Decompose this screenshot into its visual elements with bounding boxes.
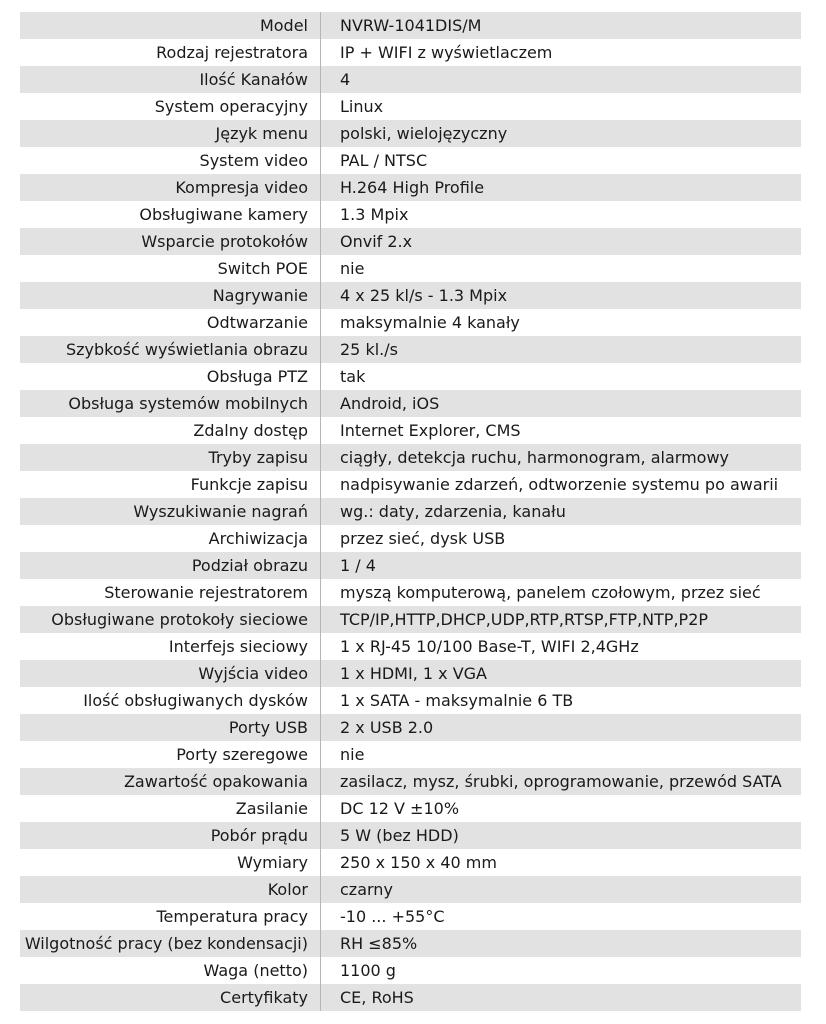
spec-row	[20, 876, 801, 903]
spec-row	[20, 444, 801, 471]
spec-value: nie	[340, 259, 365, 278]
spec-row	[20, 984, 801, 1011]
spec-label: Obsługa PTZ	[206, 367, 308, 386]
spec-label: Zdalny dostęp	[193, 421, 308, 440]
spec-row	[20, 660, 801, 687]
spec-value: maksymalnie 4 kanały	[340, 313, 520, 332]
spec-row	[20, 849, 801, 876]
spec-value: 1 x HDMI, 1 x VGA	[340, 664, 487, 683]
spec-value: Internet Explorer, CMS	[340, 421, 521, 440]
spec-label: Nagrywanie	[212, 286, 308, 305]
spec-label: Obsługiwane kamery	[139, 205, 308, 224]
spec-value: myszą komputerową, panelem czołowym, przez sieć	[340, 583, 761, 602]
spec-value: CE, RoHS	[340, 988, 414, 1007]
spec-value: H.264 High Profile	[340, 178, 485, 197]
spec-row	[20, 768, 801, 795]
spec-row	[20, 687, 801, 714]
spec-row	[20, 930, 801, 957]
spec-label: Podział obrazu	[191, 556, 308, 575]
spec-row	[20, 255, 801, 282]
spec-label: Waga (netto)	[203, 961, 308, 980]
spec-row	[20, 120, 801, 147]
spec-value: 2 x USB 2.0	[340, 718, 434, 737]
spec-value: IP + WIFI z wyświetlaczem	[340, 43, 553, 62]
spec-row	[20, 309, 801, 336]
spec-label: Wymiary	[237, 853, 308, 872]
spec-label: Obsługiwane protokoły sieciowe	[51, 610, 308, 629]
spec-value: nadpisywanie zdarzeń, odtworzenie systemu po awarii	[340, 475, 779, 494]
spec-row	[20, 93, 801, 120]
spec-row	[20, 795, 801, 822]
spec-value: DC 12 V ±10%	[340, 799, 460, 818]
spec-label: Obsługa systemów mobilnych	[68, 394, 308, 413]
spec-value: przez sieć, dysk USB	[340, 529, 506, 548]
spec-value: nie	[340, 745, 365, 764]
spec-value: TCP/IP,HTTP,DHCP,UDP,RTP,RTSP,FTP,NTP,P2P	[340, 610, 709, 629]
spec-row	[20, 606, 801, 633]
spec-value: NVRW-1041DIS/M	[340, 16, 482, 35]
spec-label: Archiwizacja	[208, 529, 308, 548]
spec-label: Temperatura pracy	[156, 907, 308, 926]
spec-value: czarny	[340, 880, 393, 899]
spec-label: Interfejs sieciowy	[168, 637, 308, 656]
spec-value: 4	[340, 70, 351, 89]
spec-label: Odtwarzanie	[206, 313, 308, 332]
spec-value: 1 x SATA - maksymalnie 6 TB	[340, 691, 574, 710]
spec-value: 250 x 150 x 40 mm	[340, 853, 497, 872]
spec-label: Porty USB	[228, 718, 308, 737]
spec-row	[20, 336, 801, 363]
spec-label: Ilość obsługiwanych dysków	[83, 691, 308, 710]
spec-value: 25 kl./s	[340, 340, 398, 359]
spec-row	[20, 903, 801, 930]
spec-value: 1100 g	[340, 961, 396, 980]
spec-label: Wsparcie protokołów	[141, 232, 308, 251]
spec-row	[20, 174, 801, 201]
spec-label: Język menu	[215, 124, 308, 143]
spec-table	[20, 12, 801, 1011]
spec-row	[20, 822, 801, 849]
spec-value: PAL / NTSC	[340, 151, 428, 170]
spec-row	[20, 579, 801, 606]
spec-label: Funkcje zapisu	[190, 475, 308, 494]
spec-row	[20, 147, 801, 174]
spec-row	[20, 525, 801, 552]
spec-label: Rodzaj rejestratora	[156, 43, 308, 62]
spec-row	[20, 282, 801, 309]
spec-label: Certyfikaty	[220, 988, 308, 1007]
spec-label: System operacyjny	[154, 97, 308, 116]
spec-row	[20, 363, 801, 390]
spec-row	[20, 390, 801, 417]
spec-row	[20, 957, 801, 984]
spec-row	[20, 552, 801, 579]
spec-value: Android, iOS	[340, 394, 440, 413]
spec-row	[20, 417, 801, 444]
spec-value: tak	[340, 367, 366, 386]
spec-value: ciągły, detekcja ruchu, harmonogram, alarmowy	[340, 448, 729, 467]
spec-value: 4 x 25 kl/s - 1.3 Mpix	[340, 286, 508, 305]
spec-value: 1 / 4	[340, 556, 376, 575]
spec-row	[20, 228, 801, 255]
spec-row	[20, 498, 801, 525]
spec-label: Ilość Kanałów	[199, 70, 308, 89]
spec-value: 1.3 Mpix	[340, 205, 409, 224]
spec-label: Sterowanie rejestratorem	[104, 583, 308, 602]
spec-label: Wilgotność pracy (bez kondensacji)	[24, 934, 308, 953]
spec-row	[20, 714, 801, 741]
spec-label: Wyszukiwanie nagrań	[133, 502, 308, 521]
spec-value: wg.: daty, zdarzenia, kanału	[340, 502, 566, 521]
spec-value: 5 W (bez HDD)	[340, 826, 459, 845]
spec-label: Zawartość opakowania	[123, 772, 308, 791]
spec-label: Pobór prądu	[210, 826, 308, 845]
spec-label: Szybkość wyświetlania obrazu	[65, 340, 308, 359]
spec-row	[20, 633, 801, 660]
spec-value: RH ≤85%	[340, 934, 418, 953]
spec-value: 1 x RJ-45 10/100 Base-T, WIFI 2,4GHz	[340, 637, 639, 656]
spec-label: Tryby zapisu	[208, 448, 308, 467]
spec-label: System video	[199, 151, 308, 170]
spec-label: Model	[259, 16, 308, 35]
spec-label: Kolor	[267, 880, 308, 899]
spec-row	[20, 201, 801, 228]
spec-label: Wyjścia video	[198, 664, 308, 683]
spec-value: polski, wielojęzyczny	[340, 124, 508, 143]
spec-label: Porty szeregowe	[176, 745, 308, 764]
spec-label: Switch POE	[217, 259, 308, 278]
spec-row	[20, 39, 801, 66]
spec-label: Zasilanie	[235, 799, 308, 818]
spec-label: Kompresja video	[175, 178, 308, 197]
spec-row	[20, 66, 801, 93]
spec-row	[20, 741, 801, 768]
spec-row	[20, 12, 801, 39]
spec-row	[20, 471, 801, 498]
spec-value: zasilacz, mysz, śrubki, oprogramowanie, przewód SATA	[340, 772, 782, 791]
spec-value: Linux	[340, 97, 384, 116]
spec-value: -10 ... +55°C	[340, 907, 445, 926]
spec-value: Onvif 2.x	[340, 232, 413, 251]
